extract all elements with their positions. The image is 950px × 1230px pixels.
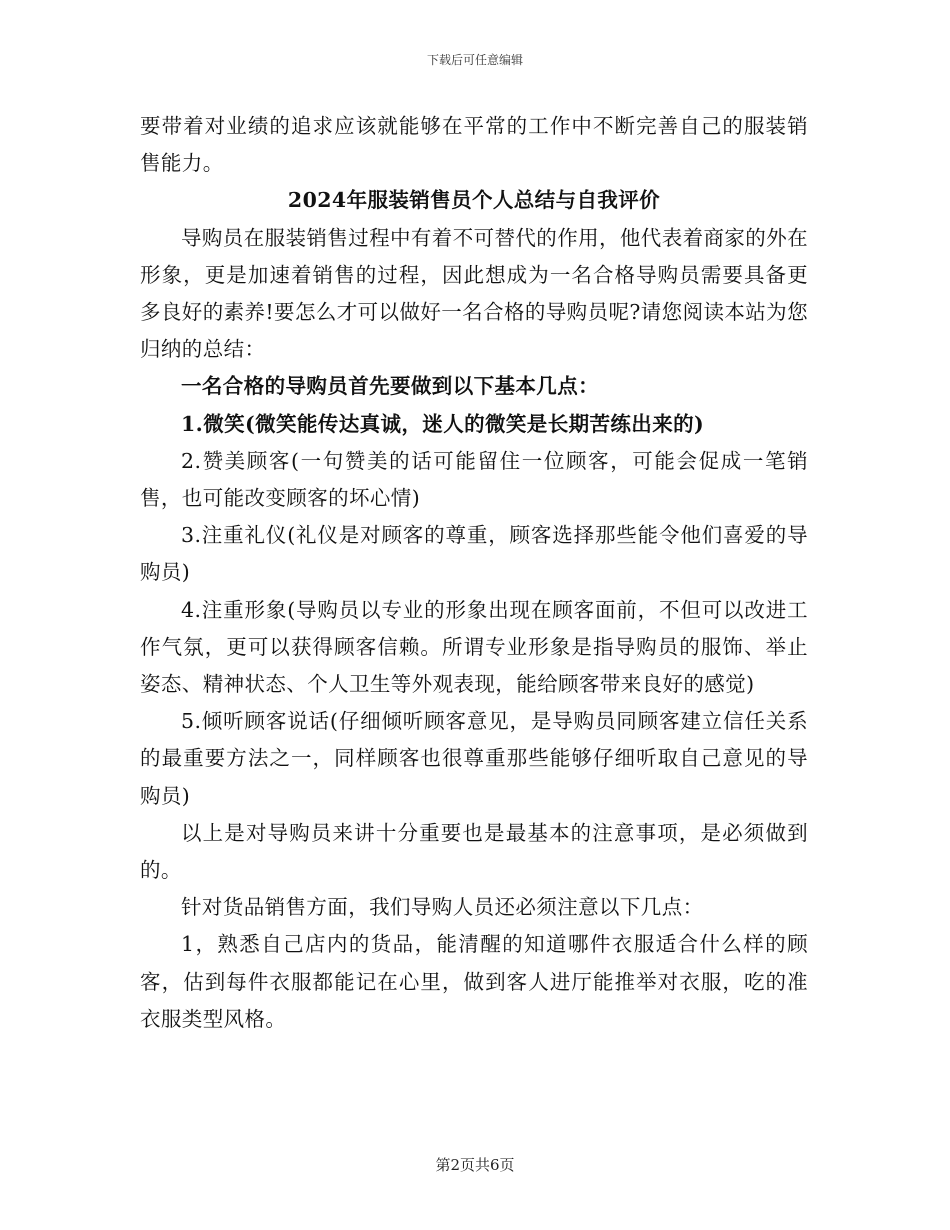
section-title: 2024年服装销售员个人总结与自我评价: [287, 188, 661, 213]
list-item-listen: 5.倾听顾客说话(仔细倾听顾客意见，是导购员同顾客建立信任关系的最重要方法之一，同样顾客也很尊重那些能够仔细听取自己意见的导购员): [140, 709, 808, 808]
paragraph-role-of-guide: 导购员在服装销售过程中有着不可替代的作用，他代表着商家的外在形象，更是加速着销售的过程，因此想成为一名合格导购员需要具备更多良好的素养!要怎么才可以做好一名合格的导购员呢?请您阅读本站为您归纳的总结：: [140, 225, 808, 362]
paragraph-intro-continuation: 要带着对业绩的追求应该就能够在平常的工作中不断完善自己的服装销售能力。: [140, 114, 808, 176]
paragraph-summary: 以上是对导购员来讲十分重要也是最基本的注意事项，是必须做到的。: [140, 820, 808, 883]
list-item-image: 4.注重形象(导购员以专业的形象出现在顾客面前，不但可以改进工作气氛，更可以获得顾客信赖。所谓专业形象是指导购员的服饰、举止姿态、精神状态、个人卫生等外观表现，能给顾客带来良好的感觉): [140, 597, 808, 697]
page-footer: 第2页共6页: [435, 1156, 515, 1174]
list-item-know-goods: 1，熟悉自己店内的货品，能清醒的知道哪件衣服适合什么样的顾客，估到每件衣服都能记在心里，做到客人进厅能推举对衣服，吃的准衣服类型风格。: [140, 932, 808, 1031]
list-item-etiquette: 3.注重礼仪(礼仪是对顾客的尊重，顾客选择那些能令他们喜爱的导购员): [140, 523, 808, 585]
list-item-praise-customer: 2.赞美顾客(一句赞美的话可能留住一位顾客，可能会促成一笔销售，也可能改变顾客的坏心情): [140, 448, 808, 511]
page-header: 下载后可任意编辑: [426, 53, 523, 67]
document-body: [140, 108, 808, 1038]
paragraph-basic-points-heading: 一名合格的导购员首先要做到以下基本几点：: [181, 374, 599, 399]
paragraph-goods-sales-intro: 针对货品销售方面，我们导购人员还必须注意以下几点：: [181, 895, 704, 920]
list-item-smile: 1.微笑(微笑能传达真诚，迷人的微笑是长期苦练出来的): [181, 411, 705, 436]
